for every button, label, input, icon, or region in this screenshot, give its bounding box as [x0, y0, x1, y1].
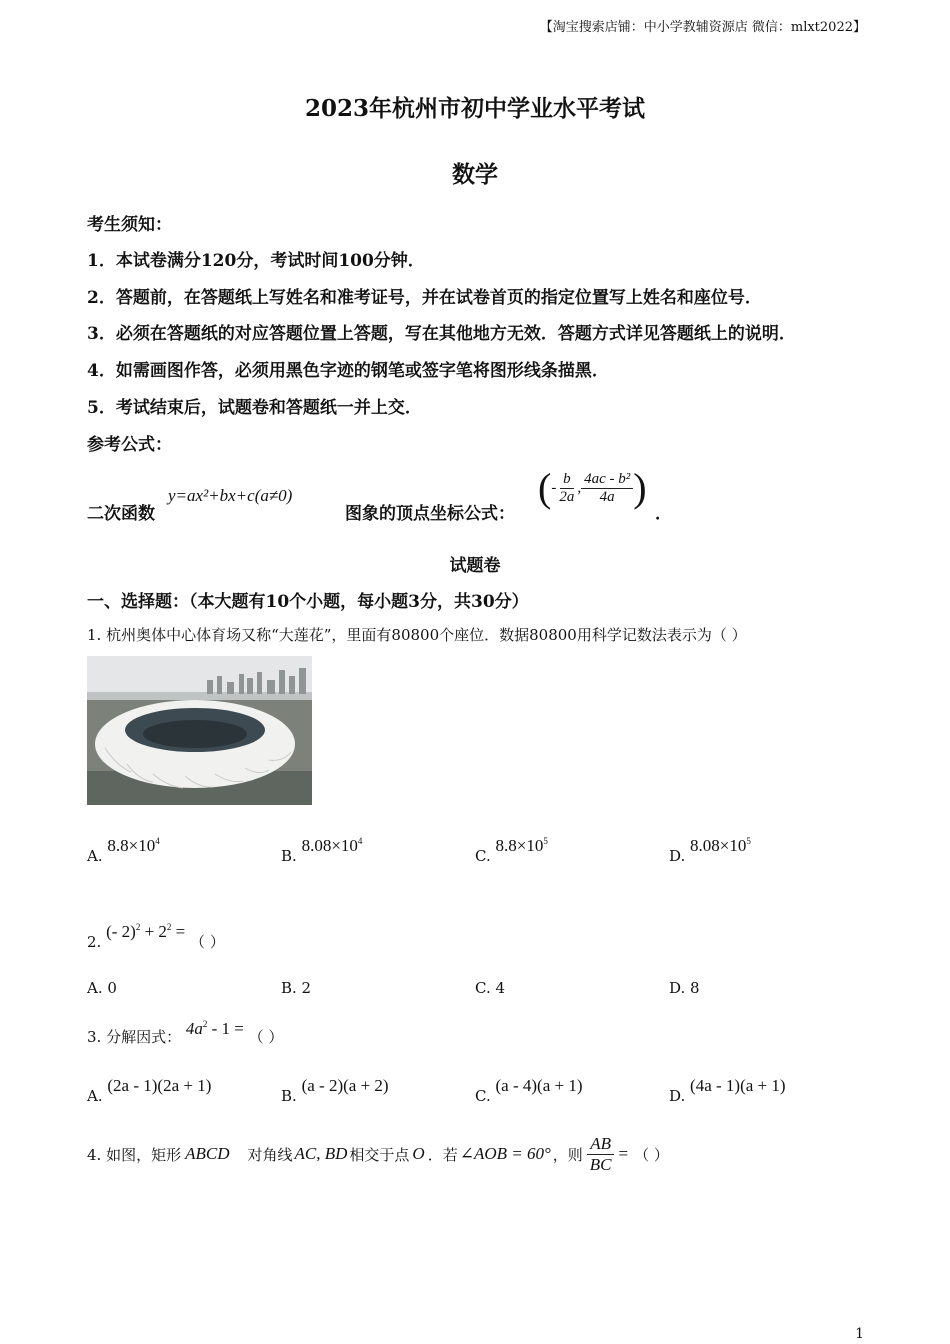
q3-option-c[interactable]: C. (a - 4)(a + 1) [475, 1076, 583, 1105]
vertex-x-numerator: b [560, 471, 574, 489]
stadium-photo [87, 656, 312, 805]
question-1-text: 1. 杭州奥体中心体育场又称“大莲花”，里面有80800个座位．数据80800用科学记数法表示为（ ） [87, 626, 747, 644]
q2-option-b[interactable]: B. 2 [281, 979, 312, 997]
vertex-neg-sign: - [551, 479, 557, 496]
formula-prefix: 二次函数 [87, 504, 155, 524]
formula-end: ． [655, 504, 672, 524]
shop-header-note: 【淘宝搜索店铺：中小学教辅资源店 微信：mlxt2022】 [539, 20, 866, 35]
paper-label: 试题卷 [449, 556, 501, 576]
vertex-y-fraction [581, 471, 633, 506]
q1-option-a[interactable]: A. $8.8\times 10^4$ [87, 836, 160, 865]
question-2: 2. (- $2)^2 + 2^2$ = （ ） [87, 922, 225, 951]
q1-option-c[interactable]: C. $8.8\times 10^5$ [475, 836, 548, 865]
notice-item-2: 2．答题前，在答题纸上写姓名和准考证号，并在试卷首页的指定位置写上姓名和座位号． [87, 288, 762, 308]
exam-subject: 数学 [452, 161, 498, 188]
q1-option-d[interactable]: D. $8.08\times 10^5$ [669, 836, 751, 865]
notice-item-5: 5．考试结束后，试题卷和答题纸一并上交． [87, 398, 422, 418]
q2-option-d[interactable]: D. 8 [669, 979, 700, 997]
question-3: 3. 分解因式： $4a^2 - 1$ = （ ） [87, 1019, 284, 1046]
vertex-x-denominator: 2a [559, 488, 575, 505]
q3-option-d[interactable]: D. (4a - 1)(a + 1) [669, 1076, 786, 1105]
vertex-y-denominator: 4a [599, 488, 615, 505]
q2-option-a[interactable]: A. 0 [87, 979, 117, 997]
vertex-y-numerator: 4ac - b² [581, 471, 633, 489]
notice-item-3: 3．必须在答题纸的对应答题位置上答题，写在其他地方无效．答题方式详见答题纸上的说明． [87, 324, 796, 344]
page-number: 1 [855, 1326, 864, 1342]
formula-heading: 参考公式： [87, 435, 172, 455]
left-paren: ( [538, 465, 552, 510]
formula-middle: 图象的顶点坐标公式： [345, 504, 515, 524]
q2-option-c[interactable]: C. 4 [475, 979, 506, 997]
right-paren: ) [633, 465, 647, 510]
q1-option-b[interactable]: B. $8.08\times 10^4$ [281, 836, 363, 865]
q3-option-b[interactable]: B. (a - 2)(a + 2) [281, 1076, 389, 1105]
notice-item-1: 1．本试卷满分120分，考试时间100分钟． [87, 251, 425, 271]
ab-over-bc-fraction: $\frac{AB}{BC}$ [587, 1134, 615, 1175]
vertex-x-fraction [556, 471, 577, 506]
exam-title: 2023年杭州市初中学业水平考试 [304, 95, 645, 122]
question-4: 4. 如图，矩形 ABCD 对角线 AC, BD 相交于点 O ．若 ∠AOB = 60° ，则 $\frac{AB}{BC}$ = （ ） [87, 1133, 669, 1174]
vertex-formula: ( - $\frac{b}{2a}$ , $\frac{\text{4ac - b²}}{4a}$ ) [538, 465, 647, 510]
notice-heading: 考生须知： [87, 215, 172, 235]
quadratic-function: y=ax²+bx+c(a≠0) [168, 486, 293, 505]
section-1-heading: 一、选择题：（本大题有10个小题，每小题3分，共30分） [87, 592, 529, 612]
q3-option-a[interactable]: A. (2a - 1)(2a + 1) [87, 1076, 212, 1105]
notice-item-4: 4．如需画图作答，必须用黑色字迹的钢笔或签字笔将图形线条描黑． [87, 361, 609, 381]
